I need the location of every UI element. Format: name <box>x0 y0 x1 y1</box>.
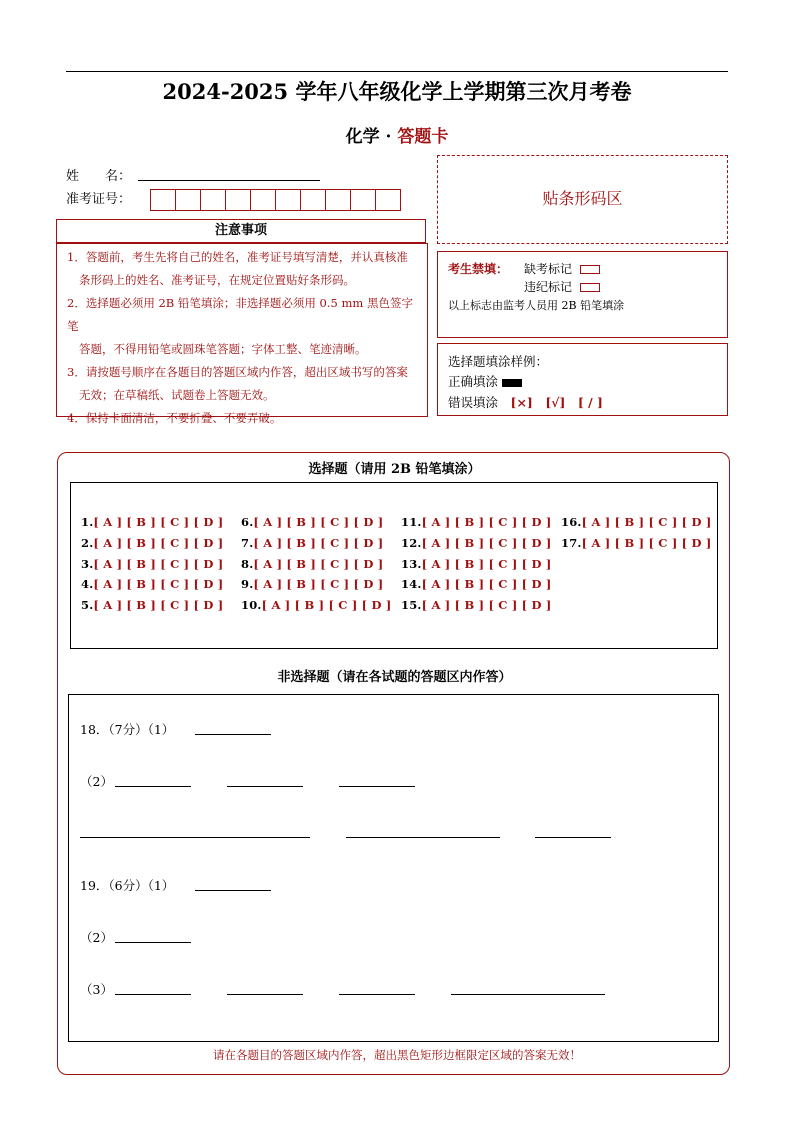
mc-question-11[interactable] <box>401 515 552 529</box>
exam-id-digit-box[interactable] <box>275 189 301 211</box>
exam-id-digit-box[interactable] <box>375 189 401 211</box>
q18-2-label: （2） <box>80 774 113 789</box>
notice-heading: 注意事项 <box>56 219 426 243</box>
wrong-marks: [×] [√] [ / ] <box>510 395 603 410</box>
q18-2-blank-b[interactable] <box>227 786 303 787</box>
q19-3-label: （3） <box>80 982 113 997</box>
q18-2-blank-e[interactable] <box>346 837 500 838</box>
mc-options[interactable]: [ A ] [ B ] [ C ] [ D ] <box>93 577 224 591</box>
mc-question-12[interactable] <box>401 536 552 550</box>
mc-options[interactable]: [ A ] [ B ] [ C ] [ D ] <box>253 536 384 550</box>
notice-line: 答题，不得用铅笔或圆珠笔答题；字体工整、笔迹清晰。 <box>79 342 367 356</box>
mc-options[interactable]: [ A ] [ B ] [ C ] [ D ] <box>421 577 552 591</box>
exam-id-digit-box[interactable] <box>300 189 326 211</box>
exam-id-digit-box[interactable] <box>250 189 276 211</box>
mc-question-14[interactable] <box>401 577 552 591</box>
name-field[interactable] <box>138 180 320 181</box>
q18-2-blank-f[interactable] <box>535 837 611 838</box>
mc-question-number: 3. <box>81 557 94 571</box>
exam-id-digit-box[interactable] <box>350 189 376 211</box>
notice-line: 3．请按题号顺序在各题目的答题区域内作答，超出区域书写的答案 <box>67 365 408 379</box>
exam-id-digit-box[interactable] <box>225 189 251 211</box>
mc-question-number: 17. <box>561 536 582 550</box>
wrong-label: 错误填涂 <box>448 395 499 410</box>
q19-3-blank-d[interactable] <box>451 994 605 995</box>
absent-label: 缺考标记 <box>524 262 573 276</box>
page-title: 2024-2025 学年八年级化学上学期第三次月考卷 <box>162 79 632 104</box>
q19-1-blank[interactable] <box>195 890 271 891</box>
filled-sample-mark <box>502 379 522 387</box>
exam-id-boxes[interactable] <box>151 189 401 211</box>
q18-2-blank-a[interactable] <box>115 786 191 787</box>
violation-mark-row[interactable] <box>524 278 600 295</box>
mc-question-number: 15. <box>401 598 422 612</box>
footer-warning: 请在各题目的答题区域内作答，超出黑色矩形边框限定区域的答案无效！ <box>213 1048 581 1062</box>
q19-head: 19．（6分）（1） <box>80 878 175 893</box>
exam-id-digit-box[interactable] <box>150 189 176 211</box>
exam-id-digit-box[interactable] <box>175 189 201 211</box>
mc-question-number: 13. <box>401 557 422 571</box>
mc-question-number: 8. <box>241 557 254 571</box>
q19-3-blank-b[interactable] <box>227 994 303 995</box>
mc-options[interactable]: [ A ] [ B ] [ C ] [ D ] <box>253 515 384 529</box>
mc-question-number: 12. <box>401 536 422 550</box>
mc-question-6[interactable] <box>241 515 383 529</box>
mc-question-number: 14. <box>401 577 422 591</box>
mc-question-3[interactable] <box>81 557 223 571</box>
mc-options[interactable]: [ A ] [ B ] [ C ] [ D ] <box>421 536 552 550</box>
mc-question-9[interactable] <box>241 577 383 591</box>
mc-question-number: 16. <box>561 515 582 529</box>
notice-line: 2．选择题必须用 2B 铅笔填涂；非选择题必须用 0.5 mm 黑色签字笔 <box>67 296 413 333</box>
mc-question-number: 11. <box>401 515 422 529</box>
q19-2-label: （2） <box>80 930 113 945</box>
q19-2-blank[interactable] <box>115 942 191 943</box>
top-rule <box>66 71 728 72</box>
ban-box <box>437 251 728 338</box>
mc-question-number: 2. <box>81 536 94 550</box>
exam-id-label: 准考证号： <box>66 192 132 207</box>
mc-options[interactable]: [ A ] [ B ] [ C ] [ D ] <box>421 557 552 571</box>
ban-label: 考生禁填： <box>448 262 509 276</box>
q18-2-blank-c[interactable] <box>339 786 415 787</box>
mc-answer-grid <box>70 482 718 649</box>
q18-2-blank-d[interactable] <box>80 837 310 838</box>
answer-card-label: 答题卡 <box>397 127 449 147</box>
wrong-row <box>448 393 603 411</box>
mc-options[interactable]: [ A ] [ B ] [ C ] [ D ] <box>93 598 224 612</box>
subject-label: 化学 · <box>345 127 398 147</box>
mc-options[interactable]: [ A ] [ B ] [ C ] [ D ] <box>253 557 384 571</box>
mc-question-2[interactable] <box>81 536 223 550</box>
mc-options[interactable]: [ A ] [ B ] [ C ] [ D ] <box>261 598 392 612</box>
mc-question-10[interactable] <box>241 598 392 612</box>
mc-question-number: 7. <box>241 536 254 550</box>
name-label: 姓 名： <box>66 169 132 184</box>
barcode-area: 贴条形码区 <box>437 155 728 244</box>
mc-options[interactable]: [ A ] [ B ] [ C ] [ D ] <box>93 515 224 529</box>
mc-question-13[interactable] <box>401 557 552 571</box>
notice-line: 条形码上的姓名、准考证号，在规定位置贴好条形码。 <box>79 273 355 287</box>
exam-id-digit-box[interactable] <box>325 189 351 211</box>
correct-row <box>448 372 522 390</box>
violation-mark-box[interactable] <box>580 283 600 292</box>
mc-options[interactable]: [ A ] [ B ] [ C ] [ D ] <box>93 536 224 550</box>
mc-options[interactable]: [ A ] [ B ] [ C ] [ D ] <box>581 515 712 529</box>
mc-options[interactable]: [ A ] [ B ] [ C ] [ D ] <box>421 515 552 529</box>
q19-3-blank-c[interactable] <box>339 994 415 995</box>
sample-box <box>437 343 728 416</box>
mc-question-8[interactable] <box>241 557 383 571</box>
mc-options[interactable]: [ A ] [ B ] [ C ] [ D ] <box>581 536 712 550</box>
notice-line: 4．保持卡面清洁，不要折叠、不要弄破。 <box>67 411 282 425</box>
mc-question-7[interactable] <box>241 536 383 550</box>
q18-head: 18．（7分）（1） <box>80 722 175 737</box>
open-section-title: 非选择题（请在各试题的答题区内作答） <box>277 670 512 685</box>
mc-question-number: 6. <box>241 515 254 529</box>
violation-label: 违纪标记 <box>524 280 573 294</box>
mc-question-4[interactable] <box>81 577 223 591</box>
mc-question-15[interactable] <box>401 598 552 612</box>
q18-1-blank[interactable] <box>195 734 271 735</box>
ban-note: 以上标志由监考人员用 2B 铅笔填涂 <box>448 299 625 312</box>
q19-3-blank-a[interactable] <box>115 994 191 995</box>
mc-question-number: 4. <box>81 577 94 591</box>
mc-section-title: 选择题（请用 2B 铅笔填涂） <box>308 462 481 477</box>
mc-question-1[interactable] <box>81 515 223 529</box>
sample-title: 选择题填涂样例： <box>448 354 549 369</box>
open-answer-box <box>68 694 719 1042</box>
exam-id-digit-box[interactable] <box>200 189 226 211</box>
mc-question-number: 9. <box>241 577 254 591</box>
mc-question-16[interactable] <box>561 515 712 529</box>
mc-options[interactable]: [ A ] [ B ] [ C ] [ D ] <box>93 557 224 571</box>
mc-question-number: 5. <box>81 598 94 612</box>
mc-options[interactable]: [ A ] [ B ] [ C ] [ D ] <box>421 598 552 612</box>
absent-mark-box[interactable] <box>580 265 600 274</box>
mc-question-number: 10. <box>241 598 262 612</box>
notice-body <box>56 243 428 425</box>
mc-question-number: 1. <box>81 515 94 529</box>
mc-options[interactable]: [ A ] [ B ] [ C ] [ D ] <box>253 577 384 591</box>
mc-question-17[interactable] <box>561 536 712 550</box>
correct-label: 正确填涂 <box>448 374 499 389</box>
mc-question-5[interactable] <box>81 598 223 612</box>
notice-line: 1．答题前，考生先将自己的姓名，准考证号填写清楚，并认真核准 <box>67 250 408 264</box>
absent-mark-row[interactable] <box>524 260 600 277</box>
card-subtitle <box>0 122 794 147</box>
notice-line: 无效；在草稿纸、试题卷上答题无效。 <box>79 388 275 402</box>
